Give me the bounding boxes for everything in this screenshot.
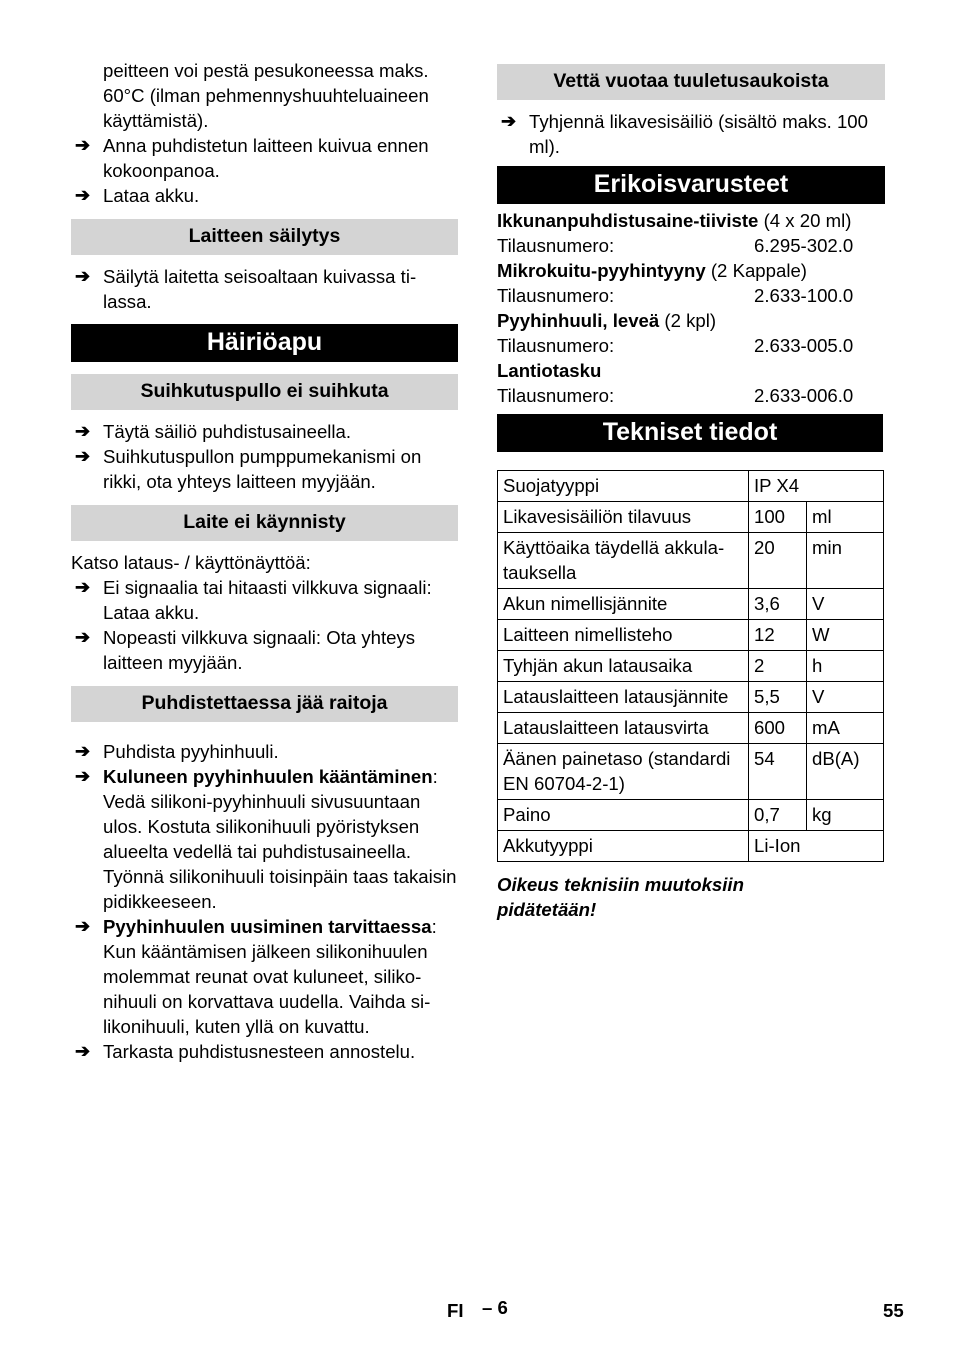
heading-leak: Vettä vuotaa tuuletusaukoista (497, 64, 885, 100)
list-item: ➔ Puhdista pyyhinhuuli. (75, 741, 279, 762)
list-item: ➔ Lataa akku. (75, 185, 200, 206)
heading-streaks: Puhdistettaessa jää raitoja (71, 686, 458, 722)
table-row: Akkutyyppi Li-Ion (498, 831, 884, 862)
table-row: Akun nimellisjännite 3,6 V (498, 589, 884, 620)
arrow-right-icon: ➔ (75, 421, 91, 441)
order-number: 2.633-005.0 (754, 335, 854, 356)
order-number: 2.633-100.0 (754, 285, 854, 306)
list-item: ➔ Kuluneen pyyhinhuulen kääntäminen: Vedä silikoni-pyyhinhuuli sivusuuntaan ulos. Kostuta silikonihuuli pyöristyksen alueelta vedellä tai puhdistusaineella. Työnnä silikonihuuli toisinpäin taas takaisin pidikkeeseen. (75, 766, 457, 912)
table-row: Äänen painetaso (standardi EN 60704-2-1) 54 dB(A) (498, 744, 884, 800)
accessory-item: Ikkunanpuhdistusaine-tiiviste (4 x 20 ml) Tilausnumero: 6.295-302.0 (497, 210, 854, 256)
arrow-right-icon: ➔ (75, 741, 91, 761)
table-row: Laitteen nimellisteho 12 W (498, 620, 884, 651)
table-row: Suojatyyppi IP X4 (498, 471, 884, 502)
arrow-right-icon: ➔ (75, 1041, 91, 1061)
right-column (497, 58, 885, 922)
order-label: Tilausnumero: (497, 235, 615, 256)
heading-storage: Laitteen säilytys (71, 219, 458, 255)
list-item: ➔ Täytä säiliö puhdistusaineella. (75, 421, 352, 442)
list-item: ➔ Anna puhdistetun laitteen kuivua ennen kokoonpanoa. (75, 135, 429, 181)
left-column (71, 58, 458, 1064)
table-row: Latauslaitteen latausjännite 5,5 V (498, 682, 884, 713)
section-title-troubleshooting: Häiriöapu (71, 324, 458, 362)
arrow-right-icon: ➔ (75, 446, 91, 466)
order-label: Tilausnumero: (497, 285, 615, 306)
arrow-right-icon: ➔ (75, 766, 91, 786)
arrow-right-icon: ➔ (75, 577, 91, 597)
footer-language: FI (447, 1300, 464, 1321)
section-title-technical-data: Tekniset tiedot (497, 414, 883, 452)
order-number: 6.295-302.0 (754, 235, 854, 256)
table-row: Latauslaitteen latausvirta 600 mA (498, 713, 884, 744)
table-row: Tyhjän akun latausaika 2 h (498, 651, 884, 682)
section-title-accessories: Erikoisvarusteet (497, 166, 885, 204)
list-item: ➔ Suihkutuspullon pumppumekanismi on rikki, ota yhteys laitteen myyjään. (75, 446, 422, 492)
table-row: Paino 0,7 kg (498, 800, 884, 831)
accessory-item: Lantiotasku Tilausnumero: 2.633-006.0 (497, 360, 854, 406)
arrow-right-icon: ➔ (75, 185, 91, 205)
list-item: ➔ Ei signaalia tai hitaasti vilkkuva signaali: Lataa akku. (75, 577, 432, 623)
list-item: ➔ Tyhjennä likavesisäiliö (sisältö maks. 100 ml). (501, 111, 868, 157)
footer-section-page: – 6 (482, 1297, 508, 1318)
order-label: Tilausnumero: (497, 335, 615, 356)
list-item: ➔ Tarkasta puhdistusnesteen annostelu. (75, 1041, 416, 1062)
specs-table (497, 470, 884, 862)
intro-text: peitteen voi pestä pesukoneessa maks. 60°C (ilman pehmennyshuuhteluaineen käyttämistä). (103, 60, 429, 131)
order-number: 2.633-006.0 (754, 385, 854, 406)
table-row: Likavesisäiliön tilavuus 100 ml (498, 502, 884, 533)
start-intro: Katso lataus- / käyttönäyttöä: (71, 552, 311, 573)
heading-not-starting: Laite ei käynnisty (71, 505, 458, 541)
heading-spray: Suihkutuspullo ei suihkuta (71, 374, 458, 410)
list-item: ➔ Pyyhinhuulen uusiminen tarvittaessa: Kun kääntämisen jälkeen silikonihuulen molemmat reunat ovat kuluneet, silikonihuuli on korvattava uudella. Vaihda silikonihuuli, kuten yllä on kuvattu. (75, 916, 437, 1037)
list-item: ➔ Säilytä laitetta seisoaltaan kuivassa tilassa. (75, 266, 417, 312)
arrow-right-icon: ➔ (75, 627, 91, 647)
list-item: ➔ Nopeasti vilkkuva signaali: Ota yhteys laitteen myyjään. (75, 627, 416, 673)
arrow-right-icon: ➔ (501, 111, 517, 131)
arrow-right-icon: ➔ (75, 916, 91, 936)
table-row: Käyttöaika täydellä akkulatauksella 20 min (498, 533, 884, 589)
order-label: Tilausnumero: (497, 385, 615, 406)
arrow-right-icon: ➔ (75, 135, 91, 155)
disclaimer-note: Oikeus teknisiin muutoksiin pidätetään! (497, 874, 744, 920)
accessory-item: Mikrokuitu-pyyhintyyny (2 Kappale) Tilausnumero: 2.633-100.0 (497, 260, 854, 306)
page-number: 55 (883, 1300, 904, 1321)
arrow-right-icon: ➔ (75, 266, 91, 286)
accessory-item: Pyyhinhuuli, leveä (2 kpl) Tilausnumero: 2.633-005.0 (497, 310, 854, 356)
